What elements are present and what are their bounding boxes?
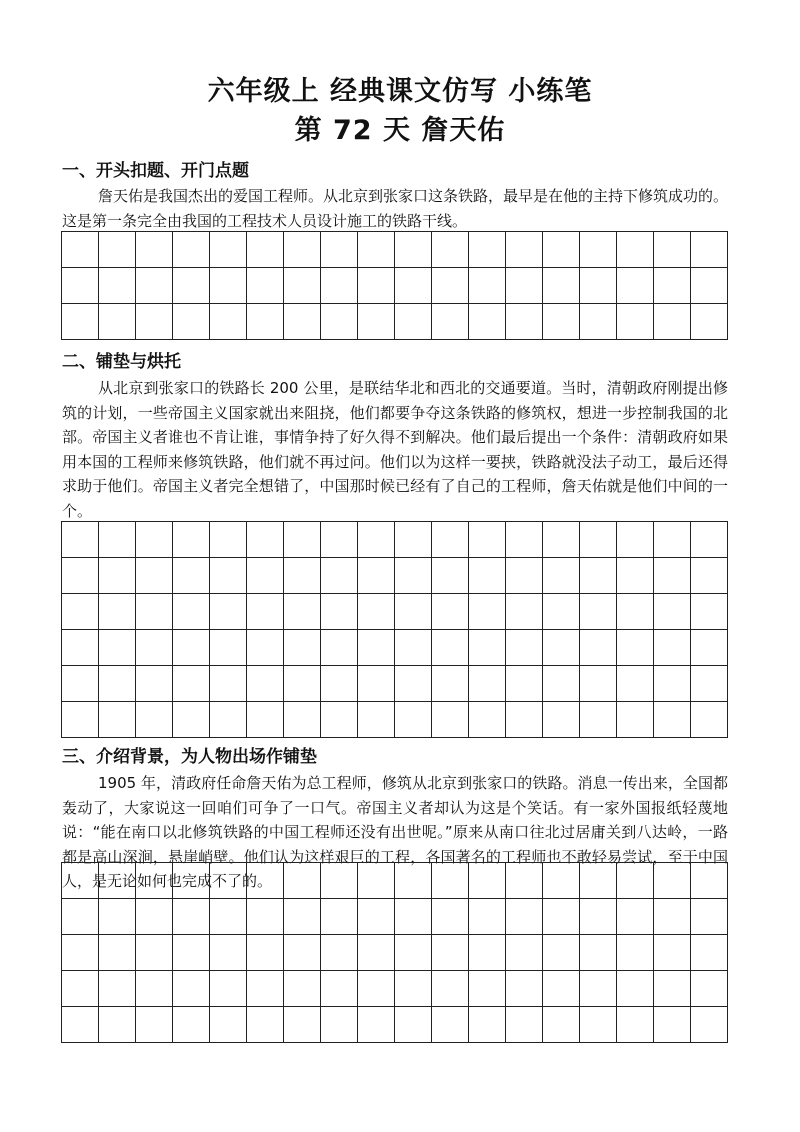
grid-cell[interactable] (395, 971, 432, 1007)
grid-cell[interactable] (62, 935, 99, 971)
grid-cell[interactable] (284, 971, 321, 1007)
grid-cell[interactable] (173, 899, 210, 935)
grid-cell[interactable] (321, 666, 358, 702)
grid-cell[interactable] (210, 971, 247, 1007)
grid-row (62, 558, 728, 594)
grid-cell[interactable] (136, 522, 173, 558)
grid-cell[interactable] (469, 630, 506, 666)
grid-cell[interactable] (99, 666, 136, 702)
grid-cell[interactable] (691, 863, 728, 899)
grid-cell[interactable] (358, 268, 395, 304)
grid-cell[interactable] (543, 268, 580, 304)
grid-cell[interactable] (580, 522, 617, 558)
grid-cell[interactable] (469, 232, 506, 268)
grid-cell[interactable] (99, 522, 136, 558)
grid-cell[interactable] (691, 630, 728, 666)
grid-cell[interactable] (691, 268, 728, 304)
grid-cell[interactable] (580, 268, 617, 304)
grid-cell[interactable] (580, 304, 617, 340)
grid-cell[interactable] (432, 899, 469, 935)
grid-cell[interactable] (691, 666, 728, 702)
grid-row (62, 935, 728, 971)
grid-cell[interactable] (99, 232, 136, 268)
grid-cell[interactable] (173, 1007, 210, 1043)
grid-cell[interactable] (543, 935, 580, 971)
grid-cell[interactable] (321, 522, 358, 558)
grid-row (62, 863, 728, 899)
grid-cell[interactable] (136, 1007, 173, 1043)
grid-cell[interactable] (617, 630, 654, 666)
grid-cell[interactable] (580, 1007, 617, 1043)
grid-cell[interactable] (617, 899, 654, 935)
grid-cell[interactable] (543, 666, 580, 702)
grid-cell[interactable] (284, 232, 321, 268)
grid-cell[interactable] (654, 702, 691, 738)
grid-cell[interactable] (136, 899, 173, 935)
grid-cell[interactable] (691, 594, 728, 630)
grid-cell[interactable] (321, 1007, 358, 1043)
grid-cell[interactable] (469, 558, 506, 594)
grid-cell[interactable] (654, 899, 691, 935)
grid-cell[interactable] (284, 522, 321, 558)
grid-cell[interactable] (432, 630, 469, 666)
grid-cell[interactable] (691, 971, 728, 1007)
grid-cell[interactable] (136, 304, 173, 340)
grid-cell[interactable] (136, 232, 173, 268)
grid-cell[interactable] (321, 304, 358, 340)
grid-cell[interactable] (210, 863, 247, 899)
grid-cell[interactable] (543, 522, 580, 558)
grid-cell[interactable] (432, 666, 469, 702)
grid-cell[interactable] (469, 899, 506, 935)
grid-cell[interactable] (617, 232, 654, 268)
grid-cell[interactable] (506, 863, 543, 899)
grid-cell[interactable] (469, 268, 506, 304)
grid-cell[interactable] (506, 666, 543, 702)
grid-cell[interactable] (691, 1007, 728, 1043)
grid-cell[interactable] (654, 935, 691, 971)
grid-cell[interactable] (62, 863, 99, 899)
grid-cell[interactable] (506, 1007, 543, 1043)
grid-cell[interactable] (506, 702, 543, 738)
grid-cell[interactable] (654, 594, 691, 630)
grid-cell[interactable] (543, 594, 580, 630)
grid-cell[interactable] (247, 232, 284, 268)
grid-cell[interactable] (358, 971, 395, 1007)
grid-cell[interactable] (210, 522, 247, 558)
grid-cell[interactable] (62, 899, 99, 935)
grid-cell[interactable] (136, 935, 173, 971)
grid-cell[interactable] (506, 630, 543, 666)
section-3-heading: 三、介绍背景，为人物出场作铺垫 (62, 747, 317, 767)
grid-cell[interactable] (395, 899, 432, 935)
grid-cell[interactable] (136, 702, 173, 738)
section-1-heading: 一、开头扣题、开门点题 (62, 161, 249, 181)
grid-cell[interactable] (432, 971, 469, 1007)
writing-grid-3[interactable] (61, 862, 728, 1043)
grid-cell[interactable] (284, 863, 321, 899)
grid-cell[interactable] (691, 935, 728, 971)
grid-cell[interactable] (284, 899, 321, 935)
grid-row (62, 304, 728, 340)
grid-row (62, 899, 728, 935)
grid-cell[interactable] (62, 702, 99, 738)
grid-cell[interactable] (62, 594, 99, 630)
grid-cell[interactable] (543, 630, 580, 666)
page-title: 六年级上 经典课文仿写 小练笔 (207, 76, 593, 107)
grid-cell[interactable] (321, 594, 358, 630)
grid-cell[interactable] (691, 899, 728, 935)
grid-cell[interactable] (173, 666, 210, 702)
section-2-text: 从北京到张家口的铁路长 200 公里，是联结华北和西北的交通要道。当时，清朝政府刚提出修筑的计划，一些帝国主义国家就出来阻挠，他们都要争夺这条铁路的修筑权，想进一步控制我国的北部。帝国主义者谁也不肯让谁，事情争持了好久得不到解决。他们最后提出一个条件：清朝政府如果用本国的工程师来修筑铁路，他们就不再过问。他们以为这样一要挟，铁路就没法子动工，最后还得求助于他们。帝国主义者完全想错了，中国那时候已经有了自己的工程师，詹天佑就是他们中间的一个。 (62, 379, 728, 520)
grid-cell[interactable] (321, 702, 358, 738)
grid-cell[interactable] (321, 558, 358, 594)
grid-cell[interactable] (543, 863, 580, 899)
grid-cell[interactable] (506, 522, 543, 558)
writing-grid-2[interactable] (61, 521, 728, 738)
grid-row (62, 971, 728, 1007)
grid-cell[interactable] (62, 232, 99, 268)
page-subtitle: 第 72 天 詹天佑 (294, 115, 506, 146)
grid-cell[interactable] (173, 558, 210, 594)
grid-cell[interactable] (173, 522, 210, 558)
grid-cell[interactable] (580, 666, 617, 702)
grid-cell[interactable] (395, 232, 432, 268)
grid-cell[interactable] (432, 268, 469, 304)
grid-cell[interactable] (136, 971, 173, 1007)
grid-cell[interactable] (210, 666, 247, 702)
grid-cell[interactable] (432, 702, 469, 738)
grid-cell[interactable] (247, 268, 284, 304)
grid-row (62, 268, 728, 304)
grid-row (62, 666, 728, 702)
grid-cell[interactable] (617, 971, 654, 1007)
grid-cell[interactable] (358, 702, 395, 738)
grid-cell[interactable] (469, 971, 506, 1007)
grid-cell[interactable] (654, 268, 691, 304)
grid-cell[interactable] (358, 863, 395, 899)
grid-cell[interactable] (469, 304, 506, 340)
grid-cell[interactable] (136, 268, 173, 304)
grid-cell[interactable] (580, 558, 617, 594)
grid-cell[interactable] (654, 630, 691, 666)
grid-cell[interactable] (321, 630, 358, 666)
grid-cell[interactable] (284, 702, 321, 738)
grid-cell[interactable] (580, 899, 617, 935)
grid-cell[interactable] (506, 935, 543, 971)
grid-cell[interactable] (99, 630, 136, 666)
grid-cell[interactable] (247, 863, 284, 899)
grid-cell[interactable] (99, 935, 136, 971)
grid-cell[interactable] (136, 594, 173, 630)
grid-cell[interactable] (358, 899, 395, 935)
grid-cell[interactable] (432, 863, 469, 899)
grid-cell[interactable] (321, 863, 358, 899)
grid-cell[interactable] (284, 304, 321, 340)
grid-cell[interactable] (617, 666, 654, 702)
grid-cell[interactable] (173, 863, 210, 899)
grid-cell[interactable] (432, 594, 469, 630)
grid-cell[interactable] (469, 935, 506, 971)
grid-cell[interactable] (506, 558, 543, 594)
grid-cell[interactable] (395, 522, 432, 558)
grid-cell[interactable] (395, 594, 432, 630)
grid-cell[interactable] (580, 702, 617, 738)
grid-cell[interactable] (580, 863, 617, 899)
grid-cell[interactable] (136, 630, 173, 666)
grid-cell[interactable] (617, 268, 654, 304)
grid-cell[interactable] (506, 594, 543, 630)
grid-cell[interactable] (543, 971, 580, 1007)
grid-row (62, 1007, 728, 1043)
grid-cell[interactable] (543, 1007, 580, 1043)
grid-cell[interactable] (62, 630, 99, 666)
grid-cell[interactable] (432, 1007, 469, 1043)
grid-cell[interactable] (247, 594, 284, 630)
grid-cell[interactable] (358, 232, 395, 268)
grid-cell[interactable] (321, 268, 358, 304)
grid-cell[interactable] (99, 863, 136, 899)
grid-cell[interactable] (395, 558, 432, 594)
grid-row (62, 594, 728, 630)
grid-cell[interactable] (432, 232, 469, 268)
grid-cell[interactable] (654, 558, 691, 594)
grid-cell[interactable] (99, 304, 136, 340)
grid-cell[interactable] (321, 935, 358, 971)
grid-cell[interactable] (210, 935, 247, 971)
grid-cell[interactable] (247, 304, 284, 340)
section-1-text: 詹天佑是我国杰出的爱国工程师。从北京到张家口这条铁路，最早是在他的主持下修筑成功的。这是第一条完全由我国的工程技术人员设计施工的铁路干线。 (62, 187, 729, 230)
grid-cell[interactable] (395, 1007, 432, 1043)
grid-cell[interactable] (617, 594, 654, 630)
grid-cell[interactable] (617, 1007, 654, 1043)
grid-cell[interactable] (284, 558, 321, 594)
grid-cell[interactable] (506, 304, 543, 340)
grid-cell[interactable] (543, 899, 580, 935)
grid-cell[interactable] (580, 971, 617, 1007)
grid-cell[interactable] (62, 558, 99, 594)
grid-cell[interactable] (99, 899, 136, 935)
grid-cell[interactable] (358, 594, 395, 630)
grid-cell[interactable] (247, 666, 284, 702)
grid-cell[interactable] (247, 935, 284, 971)
grid-cell[interactable] (691, 232, 728, 268)
grid-cell[interactable] (654, 232, 691, 268)
grid-cell[interactable] (395, 702, 432, 738)
grid-cell[interactable] (173, 594, 210, 630)
grid-cell[interactable] (284, 268, 321, 304)
grid-cell[interactable] (580, 935, 617, 971)
grid-cell[interactable] (506, 971, 543, 1007)
grid-cell[interactable] (395, 268, 432, 304)
grid-cell[interactable] (62, 268, 99, 304)
grid-cell[interactable] (321, 899, 358, 935)
grid-cell[interactable] (395, 630, 432, 666)
grid-cell[interactable] (469, 1007, 506, 1043)
grid-cell[interactable] (469, 863, 506, 899)
grid-cell[interactable] (543, 304, 580, 340)
grid-cell[interactable] (62, 304, 99, 340)
section-2-heading: 二、铺垫与烘托 (62, 352, 181, 372)
grid-cell[interactable] (210, 558, 247, 594)
grid-cell[interactable] (469, 594, 506, 630)
grid-cell[interactable] (247, 971, 284, 1007)
grid-cell[interactable] (247, 702, 284, 738)
grid-cell[interactable] (395, 863, 432, 899)
grid-cell[interactable] (432, 558, 469, 594)
grid-cell[interactable] (654, 971, 691, 1007)
grid-cell[interactable] (136, 558, 173, 594)
section-3-text: 1905 年，清政府任命詹天佑为总工程师，修筑从北京到张家口的铁路。消息一传出来，全国都轰动了，大家说这一回咱们可争了一口气。帝国主义者却认为这是个笑话。有一家外国报纸轻蔑地说：“能在南口以北修筑铁路的中国工程师还没有出世呢。”原来从南口往北过居庸关到八达岭，一路都是高山深涧，悬崖峭壁。他们认为这样艰巨的工程，各国著名的工程师也不敢轻易尝试，至于中国人，是无论如何也完成不了的。 (62, 774, 728, 890)
grid-cell[interactable] (210, 232, 247, 268)
grid-cell[interactable] (395, 935, 432, 971)
grid-cell[interactable] (62, 1007, 99, 1043)
grid-cell[interactable] (210, 630, 247, 666)
grid-cell[interactable] (173, 702, 210, 738)
grid-cell[interactable] (173, 268, 210, 304)
grid-cell[interactable] (247, 630, 284, 666)
grid-cell[interactable] (62, 522, 99, 558)
grid-cell[interactable] (432, 935, 469, 971)
grid-cell[interactable] (136, 863, 173, 899)
grid-cell[interactable] (654, 666, 691, 702)
grid-cell[interactable] (358, 522, 395, 558)
grid-cell[interactable] (617, 702, 654, 738)
grid-cell[interactable] (691, 558, 728, 594)
grid-cell[interactable] (62, 666, 99, 702)
grid-cell[interactable] (654, 304, 691, 340)
grid-cell[interactable] (358, 1007, 395, 1043)
grid-cell[interactable] (506, 268, 543, 304)
grid-cell[interactable] (691, 304, 728, 340)
grid-cell[interactable] (617, 935, 654, 971)
grid-cell[interactable] (617, 558, 654, 594)
grid-cell[interactable] (358, 304, 395, 340)
grid-cell[interactable] (99, 971, 136, 1007)
grid-cell[interactable] (99, 702, 136, 738)
grid-cell[interactable] (99, 558, 136, 594)
grid-cell[interactable] (617, 304, 654, 340)
grid-cell[interactable] (321, 232, 358, 268)
grid-cell[interactable] (358, 666, 395, 702)
grid-row (62, 702, 728, 738)
grid-row (62, 630, 728, 666)
grid-cell[interactable] (358, 558, 395, 594)
grid-cell[interactable] (395, 666, 432, 702)
grid-cell[interactable] (543, 558, 580, 594)
grid-cell[interactable] (99, 594, 136, 630)
grid-cell[interactable] (173, 304, 210, 340)
grid-cell[interactable] (173, 935, 210, 971)
grid-row (62, 522, 728, 558)
grid-cell[interactable] (99, 1007, 136, 1043)
grid-cell[interactable] (136, 666, 173, 702)
grid-cell[interactable] (210, 1007, 247, 1043)
grid-cell[interactable] (173, 971, 210, 1007)
grid-cell[interactable] (247, 558, 284, 594)
grid-cell[interactable] (654, 522, 691, 558)
grid-cell[interactable] (210, 304, 247, 340)
grid-cell[interactable] (654, 863, 691, 899)
grid-cell[interactable] (284, 594, 321, 630)
grid-cell[interactable] (580, 594, 617, 630)
grid-cell[interactable] (358, 630, 395, 666)
grid-cell[interactable] (469, 702, 506, 738)
grid-cell[interactable] (173, 630, 210, 666)
grid-cell[interactable] (469, 666, 506, 702)
grid-cell[interactable] (247, 1007, 284, 1043)
grid-cell[interactable] (358, 935, 395, 971)
grid-cell[interactable] (321, 971, 358, 1007)
grid-cell[interactable] (580, 630, 617, 666)
grid-cell[interactable] (432, 522, 469, 558)
grid-cell[interactable] (432, 304, 469, 340)
grid-cell[interactable] (617, 863, 654, 899)
writing-grid-1[interactable] (61, 231, 728, 340)
grid-cell[interactable] (210, 268, 247, 304)
grid-cell[interactable] (284, 630, 321, 666)
grid-cell[interactable] (247, 522, 284, 558)
grid-cell[interactable] (284, 666, 321, 702)
grid-cell[interactable] (62, 971, 99, 1007)
grid-cell[interactable] (580, 232, 617, 268)
grid-cell[interactable] (469, 522, 506, 558)
grid-cell[interactable] (691, 702, 728, 738)
grid-cell[interactable] (395, 304, 432, 340)
grid-cell[interactable] (247, 899, 284, 935)
grid-cell[interactable] (210, 899, 247, 935)
grid-cell[interactable] (210, 702, 247, 738)
grid-cell[interactable] (99, 268, 136, 304)
grid-cell[interactable] (691, 522, 728, 558)
grid-cell[interactable] (506, 232, 543, 268)
grid-cell[interactable] (543, 702, 580, 738)
grid-row (62, 232, 728, 268)
grid-cell[interactable] (617, 522, 654, 558)
grid-cell[interactable] (210, 594, 247, 630)
grid-cell[interactable] (173, 232, 210, 268)
grid-cell[interactable] (506, 899, 543, 935)
grid-cell[interactable] (654, 1007, 691, 1043)
grid-cell[interactable] (543, 232, 580, 268)
grid-cell[interactable] (284, 935, 321, 971)
grid-cell[interactable] (284, 1007, 321, 1043)
